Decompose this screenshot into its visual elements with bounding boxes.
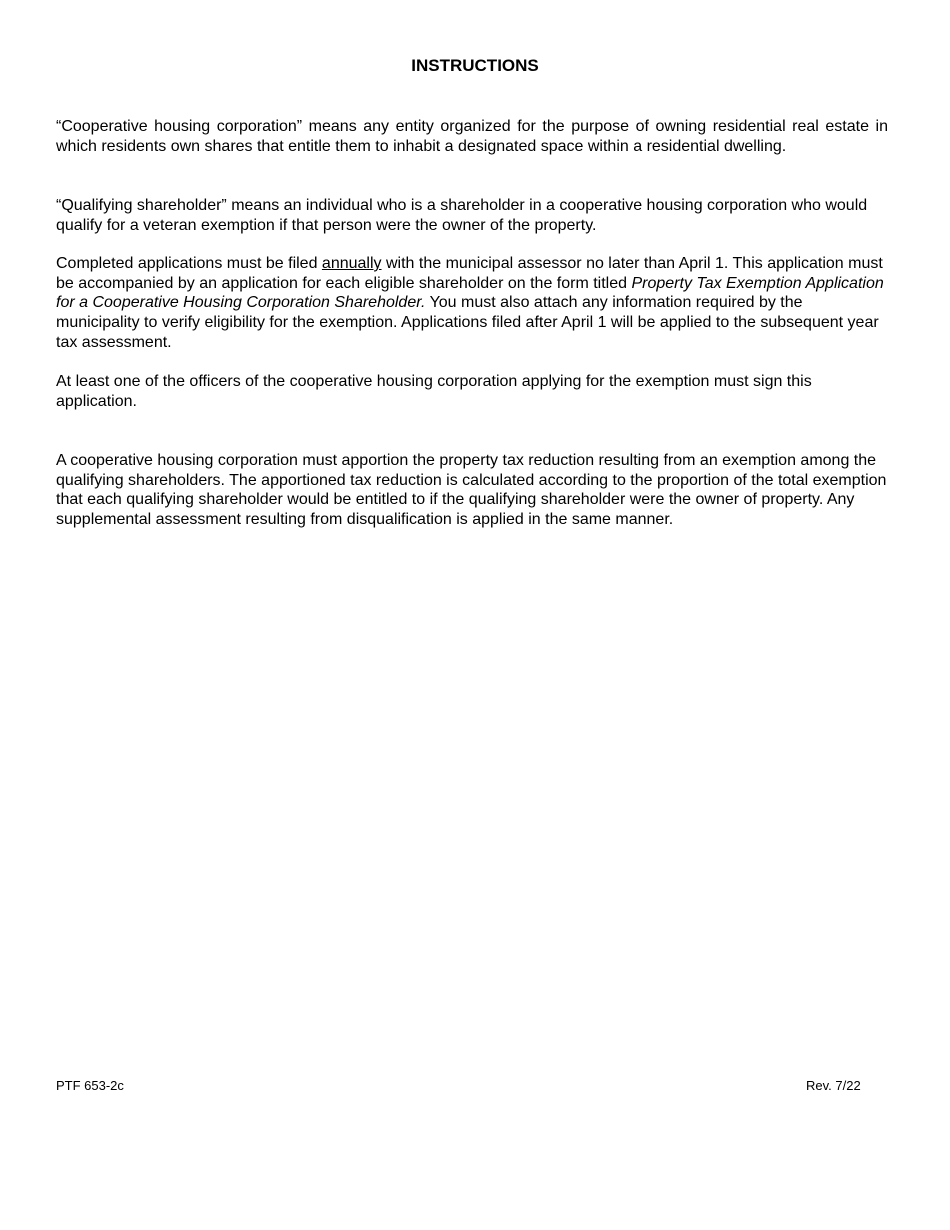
paragraph-apportionment: A cooperative housing corporation must apportion the property tax reduction resulting from an exemption among the qualifying shareholders. The apportioned tax reduction is calculated according to the proportion of the total exemption that each qualifying shareholder would be entitled to if the qualifying shareholder were the owner of property. Any supplemental assessment resulting from disqualification is applied in the same manner. <box>56 452 887 529</box>
form-number: PTF 653-2c <box>56 1078 124 1093</box>
paragraph-officer-signature: At least one of the officers of the cooperative housing corporation applying for the exemption must sign this application. <box>56 373 812 410</box>
filing-text-before: Completed applications must be filed <box>56 255 322 272</box>
page-title: INSTRUCTIONS <box>411 56 539 75</box>
annually-underlined: annually <box>321 255 382 272</box>
revision-date: Rev. 7/22 <box>806 1078 861 1093</box>
paragraph-cooperative-definition: “Cooperative housing corporation” means any entity organized for the purpose of owning residential real estate in which residents own shares that entitle them to inhabit a designated space within a residential dwelling. <box>56 118 888 155</box>
paragraph-filing-instructions <box>56 254 888 353</box>
form-title-italic: Property Tax Exemption Application for a Cooperative Housing Corporation Shareholder. <box>56 274 884 312</box>
filing-text-after: You must also attach any information required by the municipality to verify eligibility for the exemption. Applications filed after April 1 will be applied to the subsequent year tax assessment. <box>56 294 879 351</box>
filing-text-middle: with the municipal assessor no later than April 1. This application must be accompanied by an application for each eligible shareholder on the form titled <box>56 255 883 292</box>
paragraph-qualifying-shareholder-definition: “Qualifying shareholder” means an individual who is a shareholder in a cooperative housing corporation who would qualify for a veteran exemption if that person were the owner of the property. <box>56 197 868 234</box>
